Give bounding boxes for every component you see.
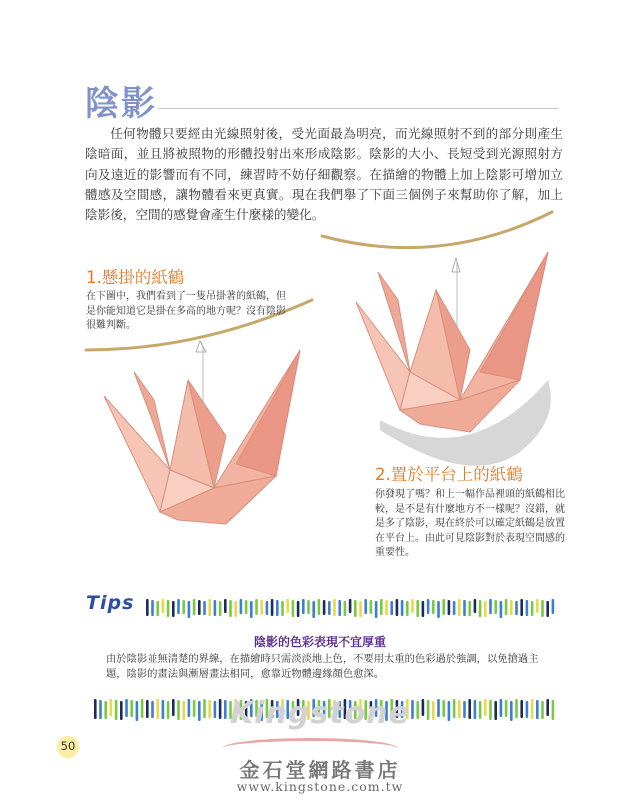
brush-stroke <box>120 701 123 720</box>
brush-stroke <box>531 699 534 719</box>
brush-stroke <box>515 601 518 615</box>
brush-stroke <box>536 599 539 613</box>
brush-stroke <box>198 701 201 721</box>
brush-stroke <box>276 600 279 616</box>
brush-stroke <box>208 599 211 616</box>
brush-stroke <box>177 599 180 614</box>
brush-stroke <box>463 600 466 616</box>
brush-stroke <box>442 700 445 717</box>
brush-stroke <box>432 701 435 720</box>
brush-stroke <box>458 599 461 616</box>
brush-stroke <box>463 701 466 718</box>
brush-stroke <box>468 699 471 719</box>
brush-stroke <box>203 601 206 615</box>
watermark-logo: Kingstone <box>230 696 410 731</box>
brush-stroke <box>338 600 341 616</box>
brush-stroke <box>94 699 97 719</box>
brush-stroke <box>167 600 170 617</box>
brush-stroke <box>359 601 362 617</box>
brush-stroke <box>422 601 425 617</box>
page-title: 陰影 <box>85 84 157 124</box>
brush-stroke <box>494 701 497 720</box>
brush-stroke <box>510 600 513 615</box>
brush-stroke <box>520 599 523 616</box>
brush-stroke <box>172 601 175 617</box>
brush-stroke <box>453 699 456 718</box>
page-number: 50 <box>60 739 76 753</box>
brush-stroke <box>370 600 373 614</box>
brush-stroke <box>110 699 113 716</box>
brush-stroke <box>531 601 534 616</box>
brush-stroke <box>104 701 107 719</box>
brush-stroke <box>136 701 139 721</box>
brush-stroke <box>500 699 503 717</box>
section1-text: 在下圖中，我們看到了一隻吊掛著的紙鶴，但是你能知道它是掛在多高的地方呢？沒有陰影很難判斷。 <box>86 291 286 331</box>
brush-stroke <box>406 601 409 616</box>
brush-stroke <box>245 600 248 614</box>
brush-stroke <box>401 600 404 616</box>
brush-stroke <box>505 599 508 615</box>
brush-stroke <box>229 600 232 617</box>
brush-stroke <box>541 600 544 617</box>
brush-stroke <box>411 700 414 719</box>
brush-stroke <box>448 701 451 721</box>
brush-stroke <box>349 599 352 613</box>
brush-stroke <box>479 600 482 617</box>
brush-stroke <box>99 700 102 719</box>
tips-divider-top <box>146 599 554 618</box>
brush-stroke <box>271 599 274 616</box>
brush-stroke <box>188 699 191 717</box>
brush-stroke <box>198 600 201 615</box>
brush-stroke <box>115 700 118 720</box>
section2-text: 你發現了嗎？和上一幅作品裡頭的紙鶴相比較，是不是有什麼地方不一樣呢？沒錯，就是多了陰影，現在終於可以確定紙鶴是放置在平台上。由此可見陰影對於表現空間感的重要性。 <box>375 489 565 559</box>
brush-stroke <box>437 601 440 618</box>
brush-stroke <box>416 600 419 617</box>
brush-stroke <box>546 601 549 617</box>
brush-stroke <box>260 600 263 615</box>
brush-stroke <box>484 601 487 617</box>
brush-stroke <box>328 601 331 615</box>
brush-stroke <box>427 700 430 720</box>
brush-stroke <box>203 699 206 718</box>
brush-stroke <box>380 599 383 615</box>
brush-stroke <box>520 700 523 718</box>
brush-stroke <box>151 701 154 718</box>
hanging-string-top <box>322 212 552 248</box>
brush-stroke <box>468 601 471 616</box>
brush-stroke <box>172 699 175 716</box>
intro-paragraph: 任何物體只要經由光線照射後，受光面最為明亮，而光線照射不到的部分則產生陰暗面，並且將被照物的形體投射出來形成陰影。陰影的大小、長短受到光源照射方向及遠近的影響而有不同，練習時不妨仔細觀察。在描繪的物體上加上陰影可增加立體感及空間感，讓物體看來更真實。現在我們舉了下面三個例子來幫助你了解，加上陰影後，空間的感覺會產生什麼樣的變化。 <box>85 126 563 223</box>
brush-stroke <box>432 600 435 614</box>
brush-stroke <box>219 601 222 616</box>
brush-stroke <box>500 601 503 618</box>
brush-stroke <box>515 699 518 718</box>
brush-stroke <box>505 700 508 717</box>
brush-stroke <box>255 599 258 615</box>
brush-stroke <box>224 599 227 613</box>
brush-stroke <box>427 599 430 614</box>
brush-stroke <box>333 599 336 616</box>
brush-stroke <box>458 700 461 718</box>
brush-stroke <box>375 601 378 618</box>
section1-heading: 1.懸掛的紙鶴 <box>86 268 185 287</box>
brush-stroke <box>208 700 211 718</box>
brush-stroke <box>193 599 196 615</box>
brush-stroke <box>182 701 185 720</box>
brush-stroke <box>541 701 544 719</box>
brush-stroke <box>354 600 357 617</box>
brush-stroke <box>156 601 159 616</box>
brush-stroke <box>297 601 300 617</box>
brush-stroke <box>448 600 451 615</box>
brush-stroke <box>130 700 133 717</box>
brush-stroke <box>250 601 253 618</box>
brush-stroke <box>474 599 477 613</box>
brush-stroke <box>292 600 295 617</box>
brush-stroke <box>344 601 347 616</box>
brush-stroke <box>286 599 289 613</box>
brush-stroke <box>193 700 196 717</box>
brush-stroke <box>266 601 269 615</box>
brush-stroke <box>167 701 170 719</box>
watermark-url: www.kingstone.com.tw <box>236 779 404 794</box>
brush-stroke <box>125 699 128 717</box>
brush-stroke <box>141 699 144 718</box>
brush-stroke <box>224 700 227 719</box>
brush-stroke <box>453 601 456 615</box>
watermark-store-name: 金石堂網路書店 <box>239 758 401 782</box>
brush-stroke <box>307 600 310 614</box>
brush-stroke <box>214 701 217 718</box>
brush-stroke <box>151 600 154 616</box>
brush-stroke <box>552 700 555 720</box>
brush-stroke <box>416 701 419 719</box>
brush-stroke <box>318 599 321 615</box>
brush-stroke <box>479 701 482 719</box>
brush-stroke <box>162 599 165 613</box>
brush-stroke <box>214 600 217 616</box>
brush-stroke <box>494 600 497 614</box>
brush-stroke <box>474 700 477 719</box>
crane-hanging <box>104 350 300 524</box>
brush-stroke <box>281 601 284 616</box>
brush-stroke <box>302 599 305 614</box>
tips-label: Tips <box>86 592 135 614</box>
brush-stroke <box>489 700 492 720</box>
brush-stroke <box>510 701 513 721</box>
brush-stroke <box>526 701 529 718</box>
section2-heading: 2.置於平台上的紙鶴 <box>375 465 523 484</box>
brush-stroke <box>364 599 367 614</box>
brush-stroke <box>188 601 191 618</box>
brush-stroke <box>526 600 529 616</box>
brush-stroke <box>411 599 414 613</box>
brush-stroke <box>240 599 243 614</box>
brush-stroke <box>536 700 539 719</box>
brush-stroke <box>177 700 180 720</box>
brush-stroke <box>234 601 237 617</box>
brush-stroke <box>312 601 315 618</box>
brush-stroke <box>552 599 555 614</box>
brush-stroke <box>546 699 549 716</box>
crane-on-platform <box>356 252 548 432</box>
brush-stroke <box>162 700 165 719</box>
brush-stroke <box>323 600 326 615</box>
brush-stroke <box>156 699 159 719</box>
brush-stroke <box>422 699 425 716</box>
brush-stroke <box>385 600 388 615</box>
brush-stroke <box>146 599 149 616</box>
tips-subtitle: 陰影的色彩表現不宜厚重 <box>253 635 386 649</box>
brush-stroke <box>484 699 487 716</box>
brush-stroke <box>442 599 445 615</box>
brush-stroke <box>182 600 185 614</box>
brush-stroke <box>219 699 222 719</box>
brush-stroke <box>437 699 440 717</box>
brush-stroke <box>396 599 399 616</box>
brush-stroke <box>390 601 393 615</box>
brush-stroke <box>146 700 149 718</box>
brush-stroke <box>489 599 492 614</box>
tips-text: 由於陰影並無清楚的界線，在描繪時只需淡淡地上色，不要用太重的色彩過於強調，以免搶過主題，陰影的畫法與漸層畫法相同，愈靠近物體邊緣顏色愈深。 <box>106 653 539 680</box>
